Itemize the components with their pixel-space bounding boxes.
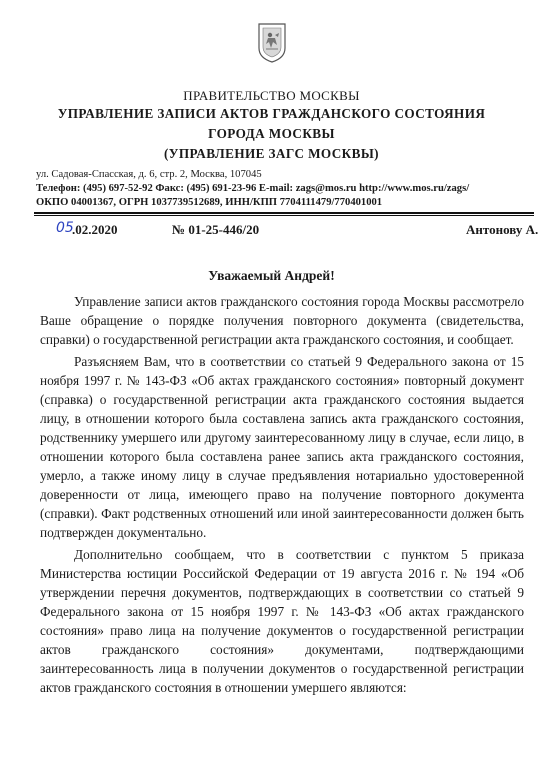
handwritten-date-day: 05 [56,220,74,236]
registration-number: № 01-25-446/20 [172,222,260,237]
organization-name: УПРАВЛЕНИЕ ЗАПИСИ АКТОВ ГРАЖДАНСКОГО СОСТОЯНИЯ [57,106,486,121]
paragraph: Дополнительно сообщаем, что в соответствии с пунктом 5 приказа Министерства юстиции Российской Федерации от 19 августа 2016 г. № 194 «Об утверждении перечня документов, подтверждающих в соответствии со статьей 9 Федерального закона от 15 ноября 1997 г. № 143-ФЗ «Об актах гражданского состояния» право лица на получение документов о государственной регистрации актов гражданского состояния» документами, подтверждающими заинтересованность лица в получении документов о государственной регистрации актов гражданского состояния в отношении умершего являются: [40,547,524,695]
header-divider-thin [34,215,534,216]
paragraph: Разъясняем Вам, что в соответствии со статьей 9 Федерального закона от 15 ноября 1997 г. № 143-ФЗ «Об актах гражданского состояния» повторный документ (справка) о государственной регистрации акта гражданского состояния выдается лицу, в отношении которого была составлена запись акта гражданского состояния, родственнику умершего или другому заинтересованному лицу в случае, если лицо, в отношении которого была составлена ранее запись акта гражданского состояния, умерло, а также иному лицу в случае предъявления нотариально удостоверенной доверенности от лица, имеющего право на получение повторного документа (справки). Факт родственных отношений или иной заинтересованности должен быть подтвержден документально. [40,354,524,540]
contact-line: Телефон: (495) 697-52-92 Факс: (495) 691-23-96 E-mail: zags@mos.ru http://www.mos.ru/zags/ [36,183,470,194]
addressee: Антонову А. [466,222,539,237]
greeting: Уважаемый Андрей! [208,268,335,283]
letter-date: .02.2020 [72,222,118,237]
header-divider [34,212,534,214]
letter-body [40,292,524,700]
postal-address: ул. Садовая-Спасская, д. 6, стр. 2, Москва, 107045 [36,169,262,180]
organization-short-name: (УПРАВЛЕНИЕ ЗАГС МОСКВЫ) [164,146,379,161]
government-name: ПРАВИТЕЛЬСТВО МОСКВЫ [183,88,360,103]
organization-city: ГОРОДА МОСКВЫ [208,126,335,141]
registry-codes: ОКПО 04001367, ОГРН 1037739512689, ИНН/КПП 7704111479/770401001 [36,197,383,208]
paragraph: Управление записи актов гражданского состояния города Москвы рассмотрело Ваше обращение о порядке получения повторного документа (свидетельства, справки) о государственной регистрации акта гражданского состояния, и сообщает. [40,294,524,347]
moscow-coat-of-arms-icon [257,22,287,64]
